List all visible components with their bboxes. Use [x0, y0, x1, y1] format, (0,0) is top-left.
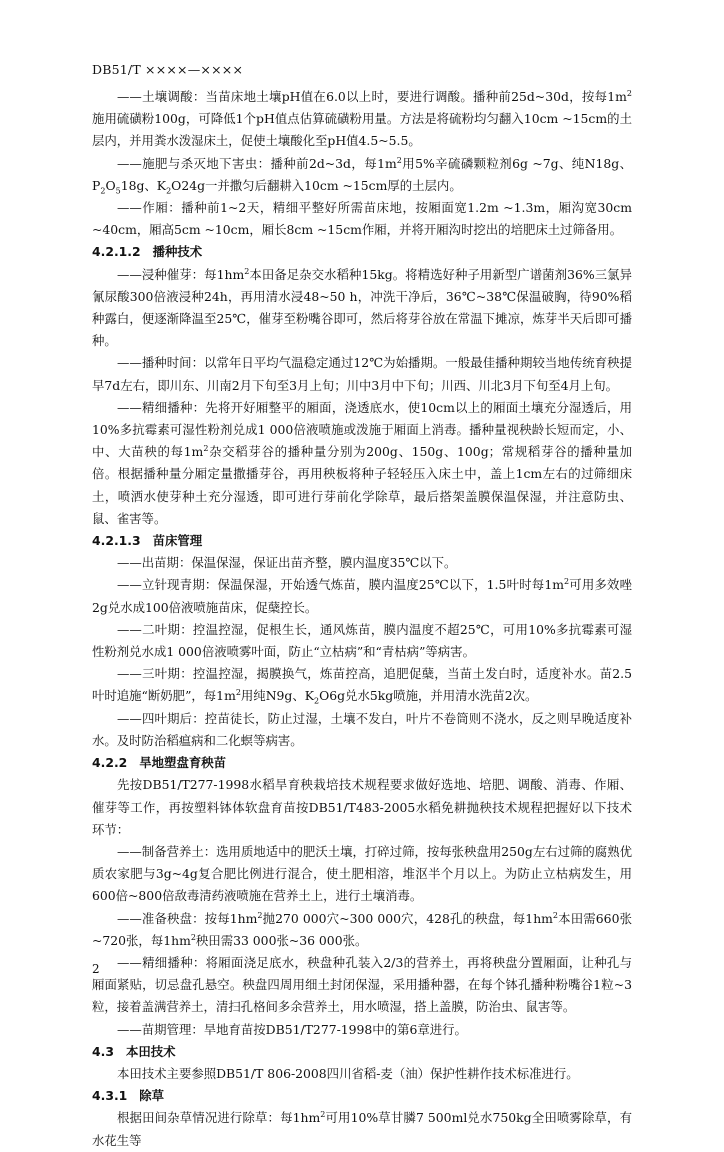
paragraph: ——作厢：播种前1~2天，精细平整好所需苗床地，按厢面宽1.2m ~1.3m，厢沟宽30cm ~40cm，厢高5cm ~10cm，厢长8cm ~15cm作厢，并将开厢沟时挖出的培肥床土过筛备用。 [92, 200, 632, 238]
section-number: 4.2.1.2 [92, 244, 141, 260]
paragraph: 本田技术主要参照DB51/T 806-2008四川省稻-麦（油）保护性耕作技术标准进行。 [117, 1065, 579, 1081]
paragraph: 先按DB51/T277-1998水稻旱育秧栽培技术规程要求做好选地、培肥、调酸、消毒、作厢、催芽等工作，再按塑料钵体软盘育苗按DB51/T483-2005水稻免耕抛秧技术规程把握好以下技术环节： [92, 777, 632, 837]
paragraph: ——施肥与杀灭地下害虫：播种前2d~3d，每$1m^2$用5%辛硫磷颗粒剂6g ~7g、纯N18g、$P_2O_518g$、$K_2O24g$一并撒匀后翻耕入10cm ~15cm厚的土层内。 [92, 155, 632, 196]
page-number: 2 [92, 962, 100, 976]
paragraph: ——制备营养土：选用质地适中的肥沃土壤，打碎过筛，按每张秧盘用250g左右过筛的腐熟优质农家肥与3g~4g复合肥比例进行混合，使土肥相溶，堆沤半个月以上。为防止立枯病发生，用600倍~800倍敌毒清药液喷施在营养土上，进行土壤消毒。 [92, 843, 632, 904]
section-number: 4.3.1 [92, 1088, 128, 1104]
paragraph: ——立针现青期：保温保湿，开始透气炼苗，膜内温度25℃以下，1.5叶时每$1m^2$可用多效唑2g兑水成100倍液喷施苗床，促蘖控长。 [92, 577, 632, 615]
paragraph: ——四叶期后：控苗徒长，防止过湿，土壤不发白，叶片不卷筒则不浇水，反之则早晚适度补水。及时防治稻瘟病和二化螟等病害。 [92, 710, 632, 748]
section-number: 4.3 [92, 1043, 114, 1059]
document-header: DB51/T ××××—×××× [92, 62, 244, 77]
paragraph: ——准备秧盘：按每$1hm^2$抛270 000穴~300 000穴，428孔的秧盘，每$1hm^2$本田需660张~720张，每$1hm^2$秧田需33 000张~36 000张。 [92, 910, 632, 948]
paragraph: ——二叶期：控温控湿，促根生长，通风炼苗，膜内温度不超25℃，可用10%多抗霉素可湿性粉剂兑水成1 000倍液喷雾叶面，防止“立枯病”和“青枯病”等病害。 [92, 621, 632, 660]
paragraph: ——精细播种：将厢面浇足底水，秧盘种孔装入2/3的营养土，再将秧盘分置厢面，让种孔与厢面紧贴，切忌盘孔悬空。秧盘四周用细土封闭保湿，采用播种器，在每个钵孔播种粉嘴谷1粒~3粒，接着盖满营养土，清扫孔格间多余营养土，用水喷湿，搭上盖膜，防治虫、鼠害等。 [92, 954, 632, 1015]
section-title: 本田技术 [125, 1043, 176, 1059]
section-number: 4.2.1.3 [92, 533, 141, 549]
section-heading [92, 1041, 632, 1063]
paragraph: 根据田间杂草情况进行除草：每$1hm^2$可用10%草甘膦7 500ml兑水750kg全田喷雾除草，有水花生等 [92, 1110, 632, 1148]
paragraph: ——三叶期：控温控湿，揭膜换气，炼苗控高，追肥促蘖，当苗土发白时，适度补水。苗2.5叶时追施“断奶肥”，每$1m^2$用纯N9g、$K_2O6g$兑水5kg喷施，并用清水洗苗2次。 [92, 666, 632, 706]
document-body [92, 86, 632, 1152]
section-title: 除草 [139, 1088, 165, 1104]
section-heading [92, 752, 632, 774]
section-number: 4.2.2 [92, 755, 128, 771]
paragraph: ——出苗期：保温保湿，保证出苗齐整，膜内温度35℃以下。 [117, 555, 457, 571]
section-heading [92, 1085, 632, 1107]
section-title: 苗床管理 [152, 533, 203, 549]
paragraph: ——精细播种：先将开好厢整平的厢面，浇透底水，使10cm以上的厢面土壤充分湿透后，用10%多抗霉素可湿性粉剂兑成1 000倍液喷施或泼施于厢面上消毒。播种量视秧龄长短而定，小、中、大苗秧的每$1m^2$杂交稻芽谷的播种量分别为200g、150g、100g；常规稻芽谷的播种量加倍。根据播种量分厢定量撒播芽谷，再用秧板将种子轻轻压入床土中，盖上1cm左右的过筛细床土，喷洒水使芽种土充分湿透，即可进行芽前化学除草，最后搭架盖膜保温保湿，并注意防虫、鼠、雀害等。 [92, 399, 632, 526]
paragraph: ——浸种催芽：每$1hm^2$本田备足杂交水稻种15kg。将精选好种子用新型广谱菌剂36%三氯异氰尿酸300倍液浸种24h，再用清水浸48~50 h，冲洗干净后，36℃~38℃保温破胸，待90%稻种露白，便逐渐降温至25℃，催芽至粉嘴谷即可，然后将芽谷放在常温下摊凉，炼芽半天后即可播种。 [92, 266, 632, 349]
paragraph: ——播种时间：以常年日平均气温稳定通过12℃为始播期。一般最佳播种期较当地传统育秧提早7d左右，即川东、川南2月下旬至3月上旬；川中3月中下旬；川西、川北3月下旬至4月上旬。 [92, 355, 632, 393]
section-title: 播种技术 [152, 244, 203, 260]
section-title: 旱地塑盘育秧苗 [139, 755, 227, 771]
section-heading [92, 530, 632, 552]
paragraph: ——苗期管理：旱地育苗按DB51/T277-1998中的第6章进行。 [117, 1021, 467, 1037]
section-heading [92, 241, 632, 263]
paragraph: ——土壤调酸：当苗床地土壤pH值在6.0以上时，要进行调酸。播种前25d~30d，按每$1m^2$施用硫磺粉100g，可降低1个pH值点估算硫磺粉用量。方法是将硫粉均匀翻入10cm ~15cm的土层内，并用粪水泼湿床土，促使土壤酸化至pH值4.5~5.5。 [92, 88, 632, 149]
